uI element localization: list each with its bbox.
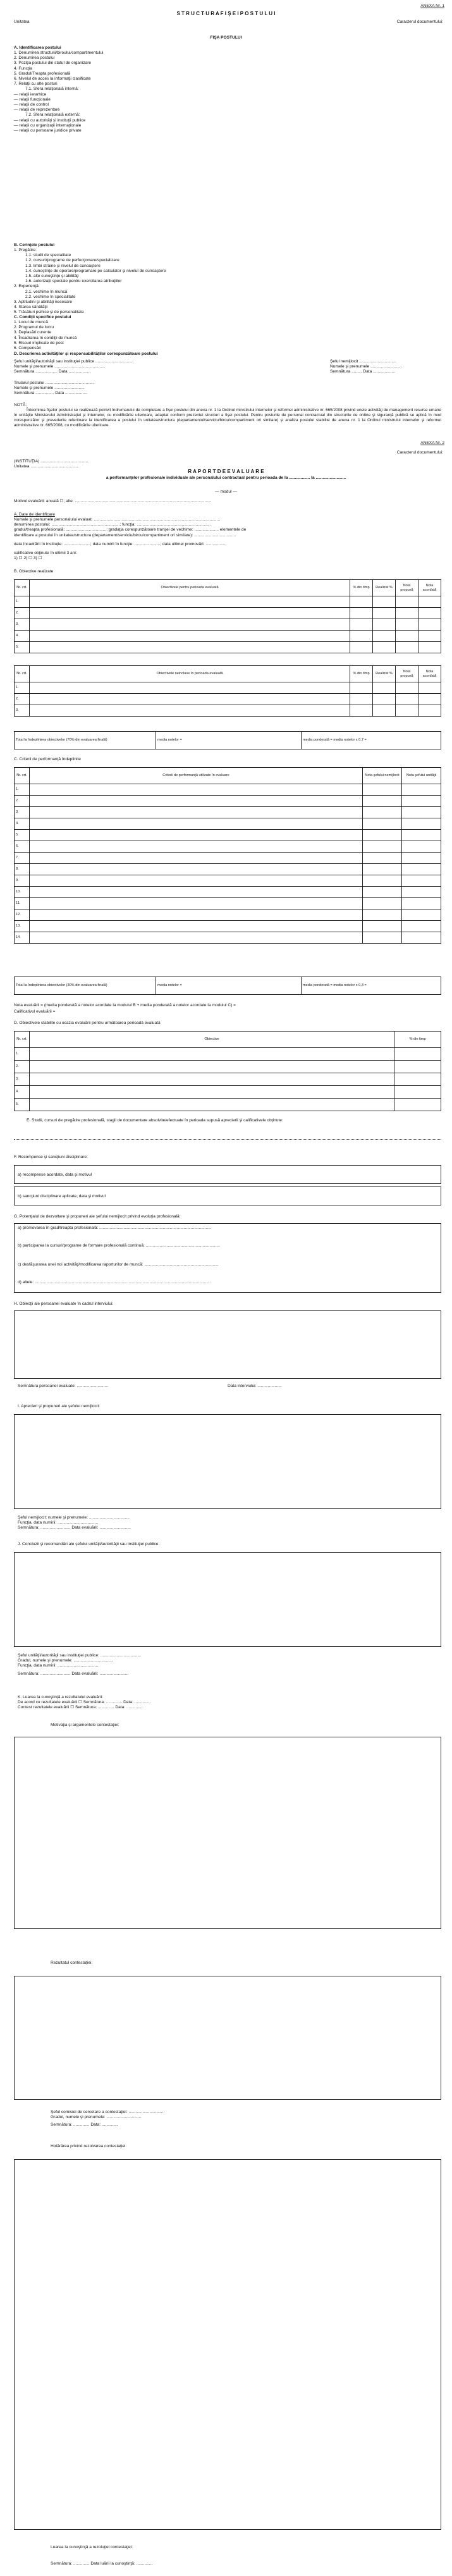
table-row: 3. <box>15 807 441 818</box>
table-row: 4. <box>15 1086 441 1099</box>
evaluation-report-title: R A P O R T D E E V A L U A R E <box>188 469 264 474</box>
list-item: 3. Deplasări curente <box>14 330 52 335</box>
unit-head-report-signature-block <box>18 1653 141 1677</box>
list-item: 1. Locul de muncă <box>14 320 48 324</box>
table-row: 1. <box>15 682 441 694</box>
note-text: Întocmirea fişelor postului se realizează potrivit îndrumarului de completare a fişei postului din anexa nr. 1 la Ordinul ministrului internelor şi reformei administrative nr. 665/2008 privind unele activităţi de management resurse umane în unităţile Ministerului Administraţiei şi Internelor, cu modificările ulterioare, adaptat conform prezentei structuri a fişei postului. Pentru posturile de personal contractual din structurile de ordine şi siguranţă publică se aplică în mod corespunzător şi prevederile referitoare la identificarea a postului în unitatea/structura (departamentul/serviciu/birou/compartiment ori similare) şi analiza postului stabilite de anexa nr. 1 la Ordinul ministrului internelor şi reformei administrative nr. 665/2008, cu modificările ulterioare. <box>14 408 441 428</box>
other-proposal-field[interactable]: d) altele: ........................................................................................................................................................ <box>18 1280 211 1285</box>
section-a-list <box>14 51 103 133</box>
signature-line: Şeful nemijlocit: numele şi prenumele: ................................... <box>18 1515 130 1520</box>
table-header: Realizat % <box>373 580 396 596</box>
annex-1-label: ANEXA Nr. 1 <box>420 4 444 8</box>
list-item: 1. Pregătire: <box>14 248 37 252</box>
table-row: 3. <box>15 1073 441 1086</box>
performance-criteria-table <box>14 767 441 944</box>
signature-line: Numele şi prenumele ............................................ <box>14 364 106 369</box>
signature-line: Semnătura: .......................... Data evaluării: ......................... <box>18 1671 129 1676</box>
contestation-result-label: Rezultatul contestaţiei: <box>51 1961 93 1965</box>
list-item: 6. Compensări <box>14 346 41 351</box>
contestation-reasons-label: Motivaţia şi argumentele contestaţiei: <box>51 1723 119 1727</box>
table-row: 1. <box>15 784 441 796</box>
module-label: — modul — <box>215 490 237 494</box>
list-item: — relaţii de control <box>14 102 49 108</box>
section-c-list <box>14 320 76 351</box>
signature-line: Semnătura ................... Data ................... <box>14 369 91 374</box>
report-section-h-heading: H. Obiecţii ale persoanei evaluate în cadrul interviului: <box>14 1302 114 1306</box>
table-row: 6. <box>15 841 441 853</box>
list-item: 1.2. cursuri/programe de perfecţionare/specializare <box>25 258 119 263</box>
list-item: 5. Gradul/Treapta profesională <box>14 71 71 76</box>
list-item: 4. Starea sănătăţii <box>14 305 48 310</box>
direct-manager-signature-block <box>330 359 402 375</box>
section-a-heading: A. Identificarea postului <box>14 46 61 50</box>
evaluated-signature-line: Semnătura persoanei evaluate: ........................... <box>18 1384 108 1388</box>
table-row: 9. <box>15 875 441 887</box>
table-header: % din timp <box>394 1032 441 1048</box>
table-row: 14. <box>15 932 441 944</box>
report-section-k-heading: K. Luarea la cunoştinţă a rezultatului evaluării: <box>18 1695 103 1699</box>
report-section-c-heading: C. Criterii de performanţă îndeplinite <box>14 757 81 761</box>
document-character-label: Caracterul documentului: <box>396 20 443 24</box>
identification-line: calificative obţinute în ultimii 3 ani: <box>14 551 77 556</box>
list-item: 7. Relaţii cu alte posturi <box>14 82 58 87</box>
evaluation-report-subtitle: a performanţelor profesionale individuale ale personalului contractual pentru perioada de la .................. la .......................... <box>106 476 346 480</box>
list-item: 2.1. vechime în muncă <box>25 289 68 294</box>
commission-signature-block <box>51 2110 163 2128</box>
table-header: Nota propusă <box>396 580 418 596</box>
table-row: 4. <box>15 631 441 642</box>
list-item: 4. Funcţia <box>14 66 32 71</box>
report-section-e-heading: E. Studii, cursuri de pregătire profesională, stagii de documentare absolvite/efectuate în perioada supusă aprecierii şi calificativele obţinute: <box>27 1118 283 1123</box>
table-row: 2. <box>15 694 441 705</box>
table-row: 5. <box>15 830 441 841</box>
section-d-heading: D. Descrierea activităţilor şi responsabilităţilor corespunzătoare postului <box>14 352 158 356</box>
list-item: 4. Încadrarea în condiţii de muncă <box>14 335 77 340</box>
unit-head-signature-block <box>14 359 133 375</box>
list-item: 2.2. vechime în specialitate <box>25 294 76 299</box>
manager-signature-block <box>18 1515 131 1531</box>
evaluation-reason: Motivul evaluării: anuală ☐; alte: ...................................................................................................................... <box>14 499 212 503</box>
criteria-total-table <box>14 977 441 995</box>
signature-line: Semnătura ................ Data ................... <box>14 391 87 396</box>
job-description-title: S T R U C T U R A F I Ş E I P O S T U L U I <box>176 11 276 16</box>
report-section-f-heading: F. Recompense şi sancţiuni disciplinare: <box>14 1155 88 1159</box>
table-header: Nota şefului unităţii <box>402 768 441 784</box>
table-header: Obiectivele pentru perioada evaluată <box>30 580 350 596</box>
signature-line: Semnătura: .......................... Data evaluării: ........................... <box>18 1525 131 1531</box>
report-unit-label: Unitatea ......................................... <box>14 464 78 469</box>
list-item: 3. Poziţia postului din statul de organizare <box>14 61 92 66</box>
table-row: 8. <box>15 864 441 875</box>
result-acknowledgement-block <box>18 1700 150 1710</box>
final-score-line: Nota evaluării = (media ponderată a notelor acordate la modulul B + media ponderată a notelor acordate la modulul C) = <box>14 1003 236 1008</box>
list-item: 2. Experienţă: <box>14 284 40 289</box>
table-row: 2. <box>15 608 441 619</box>
list-item: — relaţii ierarhice <box>14 92 47 97</box>
report-section-i-heading: I. Aprecieri şi propuneri ale şefului nemijlocit: <box>18 1404 101 1408</box>
signature-line: Numele şi prenumele ........................... <box>330 364 402 369</box>
annex-2-label: ANEXA Nr. 2 <box>420 441 444 445</box>
report-section-a-heading: A. Date de identificare <box>14 512 55 517</box>
table-header: Nr. crt. <box>15 768 30 784</box>
table-row: 10. <box>15 887 441 898</box>
table-row: 5. <box>15 642 441 653</box>
contestation-result-box[interactable] <box>14 1976 441 2100</box>
table-row: 5. <box>15 1099 441 1111</box>
previous-ratings-checkboxes[interactable]: 1) ☐ 2) ☐ 3) ☐ <box>14 556 42 561</box>
section-b-list <box>14 248 166 316</box>
report-section-d-heading: D. Obiectivele stabilite cu ocazia evaluării pentru următoarea perioadă evaluată <box>14 1021 161 1025</box>
table-row: 2. <box>15 1061 441 1073</box>
list-item: 1.6. autorizaţii speciale pentru exercitarea atribuţiilor <box>25 279 122 284</box>
table-header: Criterii de performanţă utilizate în evaluare <box>30 768 363 784</box>
contestation-reasons-box[interactable] <box>14 1737 441 1929</box>
table-header: Realizat % <box>373 666 396 682</box>
table-header: % din timp <box>350 580 373 596</box>
table-header: Nr. crt. <box>15 1032 30 1048</box>
objectives-achieved-table <box>14 579 441 653</box>
table-row: 1. <box>15 1048 441 1061</box>
institution-label: (INSTITUŢIA) ......................................... <box>14 459 89 464</box>
list-item: 5. Riscuri implicate de post <box>14 340 64 345</box>
training-proposal-field[interactable]: b) participarea la cursuri/programe de formare profesională continuă: ................................................................ <box>18 1243 220 1248</box>
report-section-b-heading: B. Obiective realizate <box>14 569 54 574</box>
list-item: 7.1. Sfera relaţională internă: <box>25 87 79 92</box>
section-b-heading: B. Cerinţele postului <box>14 243 55 247</box>
signature-line: Semnătura: .............. Data: .............. <box>51 2123 118 2128</box>
identification-line: gradul/treapta profesională: ...................................; gradaţia corespunzătoare tranşei de vechime: ..................... elementele de <box>14 527 247 533</box>
signature-line: Funcţia, data numirii: ................................... <box>18 1520 99 1525</box>
total-objectives-label: Total la îndeplinirea obiectivelor (70% din evaluarea finală) <box>15 732 156 749</box>
identification-line: data încadrării în instituţie: .......................; data numirii în funcţie: ......................; data ultimei promovări: .................. <box>14 541 227 546</box>
table-row: 11. <box>15 898 441 909</box>
identification-line: denumirea postului: ...........................................................; funcţia: ................................................................ <box>14 522 211 527</box>
table-header: Nr. crt. <box>15 666 30 682</box>
table-header: Obiective <box>30 1032 394 1048</box>
table-row: 12. <box>15 909 441 921</box>
list-item: — relaţii cu organizaţii internaţionale <box>14 123 82 128</box>
average-score-field[interactable]: media notelor = <box>156 732 302 749</box>
signature-line: Semnătura ......... Data ................... <box>330 369 395 374</box>
list-item: — relaţii cu autorităţi şi instituţii publice <box>14 118 86 123</box>
list-item: — relaţii cu persoane juridice private <box>14 128 82 133</box>
signature-line: Titularul postului .......................................... <box>14 381 94 385</box>
studies-answer-line[interactable] <box>14 1139 441 1140</box>
signature-line: Numele şi prenumele .......................... <box>14 386 85 391</box>
signature-line: Gradul, numele şi prenumele: .............................. <box>51 2115 142 2120</box>
table-row: 1. <box>15 596 441 608</box>
interview-date-line: Data interviului: ..................... <box>228 1384 282 1388</box>
total-criteria-label: Total la îndeplinirea obiectivelor (30% din evaluarea finală) <box>15 977 156 995</box>
objections-box[interactable] <box>14 1310 441 1379</box>
contestation-decision-label: Hotărârea privind rezolvarea contestaţiei: <box>51 2144 127 2148</box>
list-item: 7.2. Sfera relaţională externă: <box>25 113 80 118</box>
table-header: % din timp <box>350 666 373 682</box>
objectives-total-table <box>14 731 441 749</box>
report-section-j-heading: J. Concluzii şi recomandări ale şefului unităţii/autorităţii sau instituţiei publice: <box>18 1542 160 1546</box>
job-sheet-subtitle: FIŞA POSTULUI <box>210 35 242 40</box>
weighted-average-field[interactable]: media ponderată = media notelor x 0,7 = <box>302 732 441 749</box>
manager-assessment-box[interactable] <box>14 1414 441 1509</box>
identification-line: identificare a postului în unitatea/structura (departament/serviciu/birou/compartiment ori similare): .................................... <box>14 533 236 538</box>
final-acknowledgement-label: Luarea la cunoştinţă a rezoluţiei contestaţiei: <box>51 2545 133 2549</box>
rewards-label: a) recompense acordate, data şi motivul <box>18 1173 92 1177</box>
list-item: 1.4. cunoştinţe de operare/programare pe calculator şi nivelul de cunoaştere <box>25 268 166 273</box>
note-label: NOTĂ: <box>14 403 27 407</box>
contestation-decision-box[interactable] <box>14 2159 441 2530</box>
report-section-g-heading: G. Potenţialul de dezvoltare şi propuneri ale şefului nemijlocit privind evoluţia profesională: <box>14 1214 181 1219</box>
signature-line: Şeful nemijlocit ................................ <box>330 359 396 364</box>
conclusions-box[interactable] <box>14 1552 441 1647</box>
table-row: 2. <box>15 796 441 807</box>
list-item: 2. Denumirea postului <box>14 56 55 61</box>
list-item: 1.1. studii de specialitate <box>25 253 71 258</box>
table-row: 3. <box>15 705 441 717</box>
unit-label: Unitatea <box>14 20 30 24</box>
signature-line: Şeful unităţii/autorităţii sau instituţiei publice: ................................... <box>18 1653 141 1658</box>
final-rating-line: Calificativul evaluării = <box>14 1009 56 1014</box>
list-item: 2. Programul de lucru <box>14 325 54 330</box>
table-header: Nota propusă <box>396 666 418 682</box>
future-objectives-table <box>14 1031 441 1111</box>
list-item: 3. Aptitudini şi abilităţi necesare <box>14 300 72 305</box>
promotion-proposal-field[interactable]: a) promovarea în grad/treapta profesională: ................................................................................................. <box>18 1226 212 1230</box>
average-score-field[interactable]: media notelor = <box>156 977 302 995</box>
identification-fields <box>14 517 246 561</box>
post-holder-signature-block <box>14 381 94 397</box>
list-item: 1. Denumirea structurii/biroului/compartimentului <box>14 51 104 55</box>
identification-line: Numele şi prenumele personalului evaluat: ............................................................................................................. <box>14 517 221 522</box>
table-header: Nota acordată <box>418 666 441 682</box>
table-row: 13. <box>15 921 441 932</box>
signature-line: Şeful comisiei de cercetare a contestaţiei: .............................. <box>51 2110 164 2114</box>
section-c-heading: C. Condiţii specifice postului <box>14 315 71 319</box>
list-item: 1.3. limbi străine şi nivelul de cunoaştere <box>25 263 101 268</box>
signature-line: Gradul, numele şi prenumele: .................................. <box>18 1658 113 1663</box>
table-header: Nota şefului nemijlocit <box>363 768 402 784</box>
table-row: 3. <box>15 619 441 631</box>
table-header: Nota acordată <box>418 580 441 596</box>
list-item: — relaţii de reprezentare <box>14 108 60 113</box>
signature-line: Şeful unităţii/autorităţii sau instituţiei publice ................................. <box>14 359 134 364</box>
weighted-average-field[interactable]: media ponderată = media notelor x 0,3 = <box>302 977 441 995</box>
final-signature-line: Semnătura: .............. Data luării la cunoştinţă: .............. <box>51 2561 153 2566</box>
table-row: 4. <box>15 818 441 830</box>
list-item: 5. Trăsături psihice şi de personalitate <box>14 310 84 315</box>
table-row: 7. <box>15 853 441 864</box>
list-item: 6. Nivelul de acces la informaţii clasificate <box>14 77 91 82</box>
list-item: — relaţii funcţionale <box>14 97 51 102</box>
table-header: Nr. crt. <box>15 580 30 596</box>
signature-line: Funcţia, data numirii: ................................... <box>18 1663 99 1668</box>
objectives-not-included-table <box>14 665 441 717</box>
sanctions-label: b) sancţiuni disciplinare aplicate, data şi motivul <box>18 1194 106 1199</box>
contest-checkbox-line[interactable]: Contest rezultatele evaluării ☐ Semnătura: .............. Data: .............. <box>18 1705 143 1710</box>
report-document-character-label: Caracterul documentului: <box>396 450 443 455</box>
agree-checkbox-line[interactable]: De acord cu rezultatele evaluării ☐ Semnătura: .............. Data: .............. <box>18 1700 151 1704</box>
new-activity-proposal-field[interactable]: c) desfăşurarea unei noi activităţi/modificarea raporturilor de muncă: ................................................................ <box>18 1262 219 1267</box>
list-item: 1.5. alte cunoştinţe şi abilităţi <box>25 274 79 279</box>
table-header: Obiectivele neincluse în perioada evaluată <box>30 666 350 682</box>
